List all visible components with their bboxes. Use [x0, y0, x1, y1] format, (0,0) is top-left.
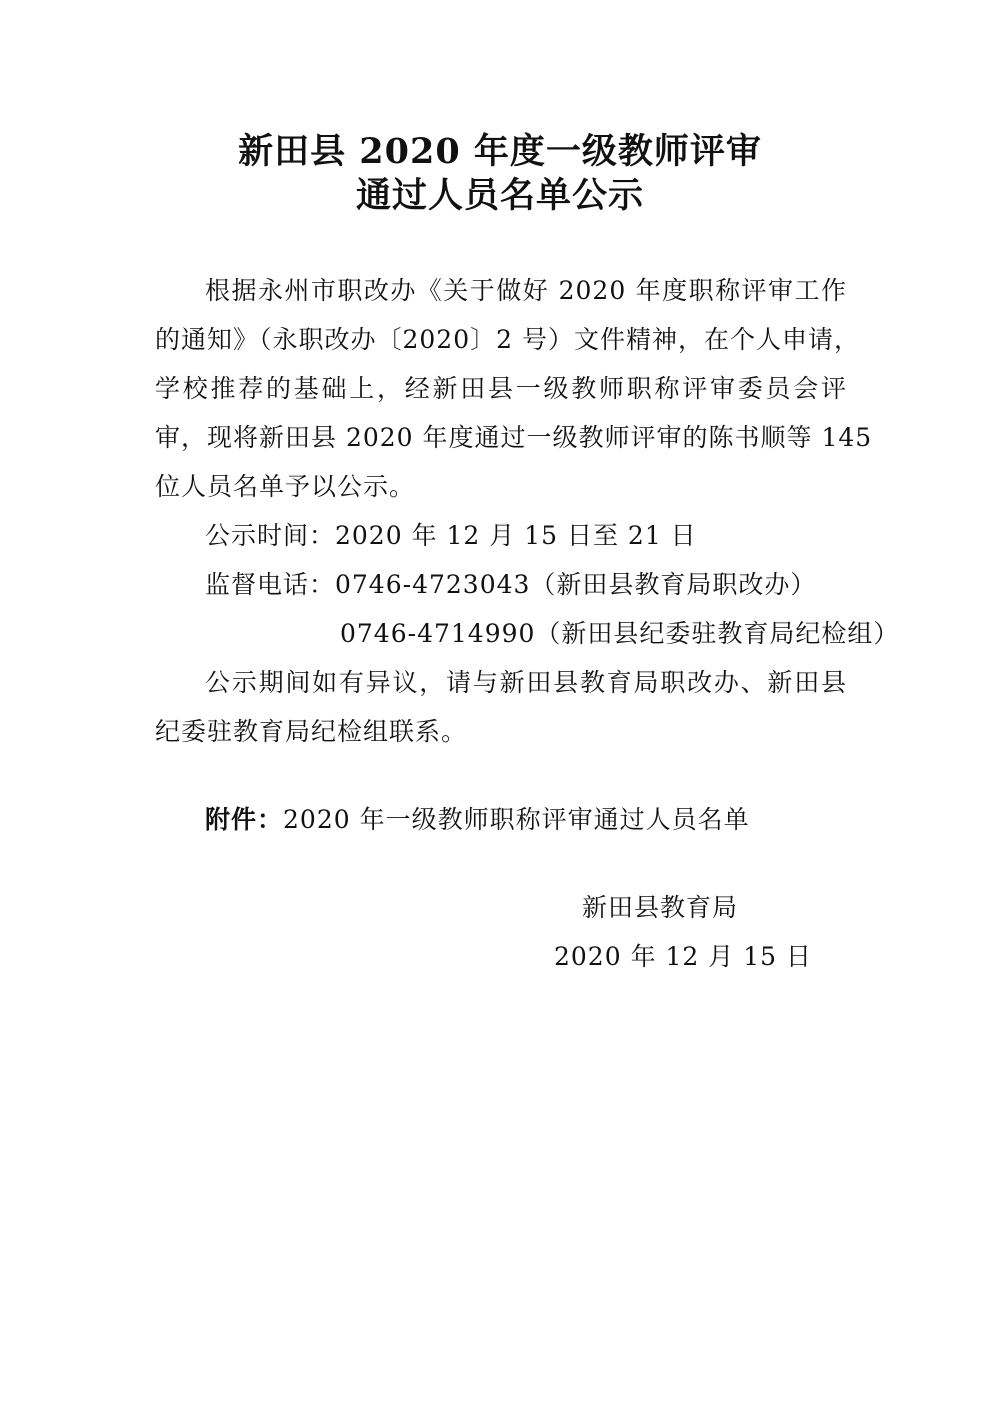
signature-date: 2020 年 12 月 15 日: [554, 942, 812, 971]
paragraph1-line-2: 的通知》（永职改办〔2020〕2 号）文件精神，在个人申请，: [155, 325, 860, 354]
paragraph2-line-2: 纪委驻教育局纪检组联系。: [155, 717, 468, 746]
attachment-label: 附件：: [205, 805, 284, 834]
signature-organization: 新田县教育局: [582, 893, 739, 922]
document-title-line-2: 通过人员名单公示: [355, 175, 644, 216]
supervision-phone-1: 监督电话：0746-4723043（新田县教育局职改办）: [205, 570, 817, 599]
notice-time: 公示时间：2020 年 12 月 15 日至 21 日: [205, 521, 697, 550]
supervision-phone-2: 0746-4714990（新田县纪委驻教育局纪检组）: [340, 619, 900, 648]
paragraph2-line-1: 公示期间如有异议，请与新田县教育局职改办、新田县: [205, 668, 847, 697]
paragraph1-line-5: 位人员名单予以公示。: [155, 472, 416, 501]
attachment-text: 2020 年一级教师职称评审通过人员名单: [283, 805, 750, 834]
paragraph1-line-1: 根据永州市职改办《关于做好 2020 年度职称评审工作: [205, 276, 847, 305]
paragraph1-line-3: 学校推荐的基础上，经新田县一级教师职称评审委员会评: [155, 374, 847, 403]
attachment-line: [205, 805, 750, 835]
paragraph1-line-4: 审，现将新田县 2020 年度通过一级教师评审的陈书顺等 145: [155, 423, 873, 452]
document-title-line-1: 新田县 2020 年度一级教师评审: [238, 131, 762, 172]
